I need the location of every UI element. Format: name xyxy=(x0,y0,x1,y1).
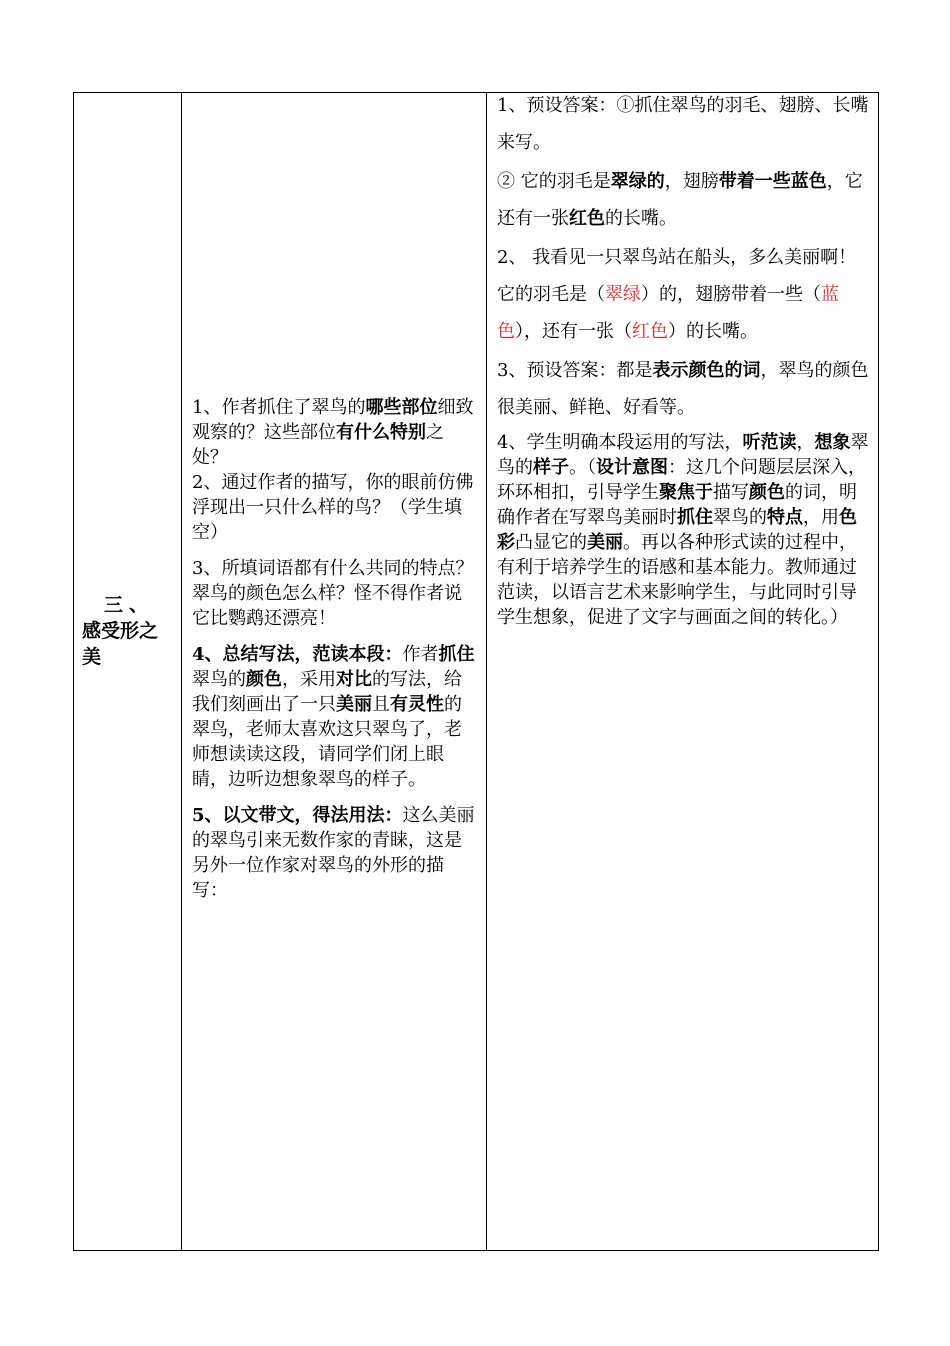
student-answer-2: 2、 我看见一只翠鸟站在船头，多么美丽啊！它的羽毛是（翠绿）的，翅膀带着一些（蓝色），还有一张（红色）的长嘴。 xyxy=(497,247,857,342)
table-row xyxy=(74,93,879,1251)
stage-cell xyxy=(74,93,182,1251)
student-activity-text xyxy=(487,87,878,630)
student-activity-cell xyxy=(487,93,879,1251)
teacher-question-2: 2、通过作者的描写，你的眼前仿佛浮现出一只什么样的鸟？（学生填空） xyxy=(192,472,474,543)
student-answer-4: 4、学生明确本段运用的写法，听范读，想象翠鸟的样子。（设计意图：这几个问题层层深入，环环相扣，引导学生聚焦于描写颜色的词，明确作者在写翠鸟美丽时抓住翠鸟的特点，用色彩凸显它的美丽。再以各种形式读的过程中，有利于培养学生的语感和基本能力。教师通过范读，以语言艺术来影响学生，与此同时引导学生想象，促进了文字与画面之间的转化。） xyxy=(497,432,869,628)
student-answer-3: 3、预设答案：都是表示颜色的词，翠鸟的颜色很美丽、鲜艳、好看等。 xyxy=(497,360,869,418)
stage-title: 感受形之美 xyxy=(82,619,159,668)
stage-heading xyxy=(74,592,181,670)
stage-number: 三、 xyxy=(104,593,155,616)
teacher-question-3: 3、所填词语都有什么共同的特点？翠鸟的颜色怎么样？怪不得作者说它比鹦鹉还漂亮！ xyxy=(192,558,474,629)
teacher-activity-text xyxy=(182,93,486,903)
teacher-question-4: 4、总结写法，范读本段：作者抓住翠鸟的颜色，采用对比的写法，给我们刻画出了一只美丽且有灵性的翠鸟，老师太喜欢这只翠鸟了，老师想读读这段，请同学们闭上眼睛，边听边想象翠鸟的样子。 xyxy=(192,644,475,790)
teacher-question-1: 1、作者抓住了翠鸟的哪些部位细致观察的？这些部位有什么特别之处？ xyxy=(192,397,474,468)
teacher-question-5: 5、以文带文，得法用法：这么美丽的翠鸟引来无数作家的青睐，这是另外一位作家对翠鸟的外形的描写： xyxy=(192,805,475,901)
teacher-activity-cell xyxy=(182,93,487,1251)
lesson-plan-table xyxy=(73,92,879,1251)
student-answer-1b: ② 它的羽毛是翠绿的，翅膀带着一些蓝色，它还有一张红色的长嘴。 xyxy=(497,171,863,229)
student-answer-1: 1、预设答案：①抓住翠鸟的羽毛、翅膀、长嘴来写。 xyxy=(497,95,869,153)
